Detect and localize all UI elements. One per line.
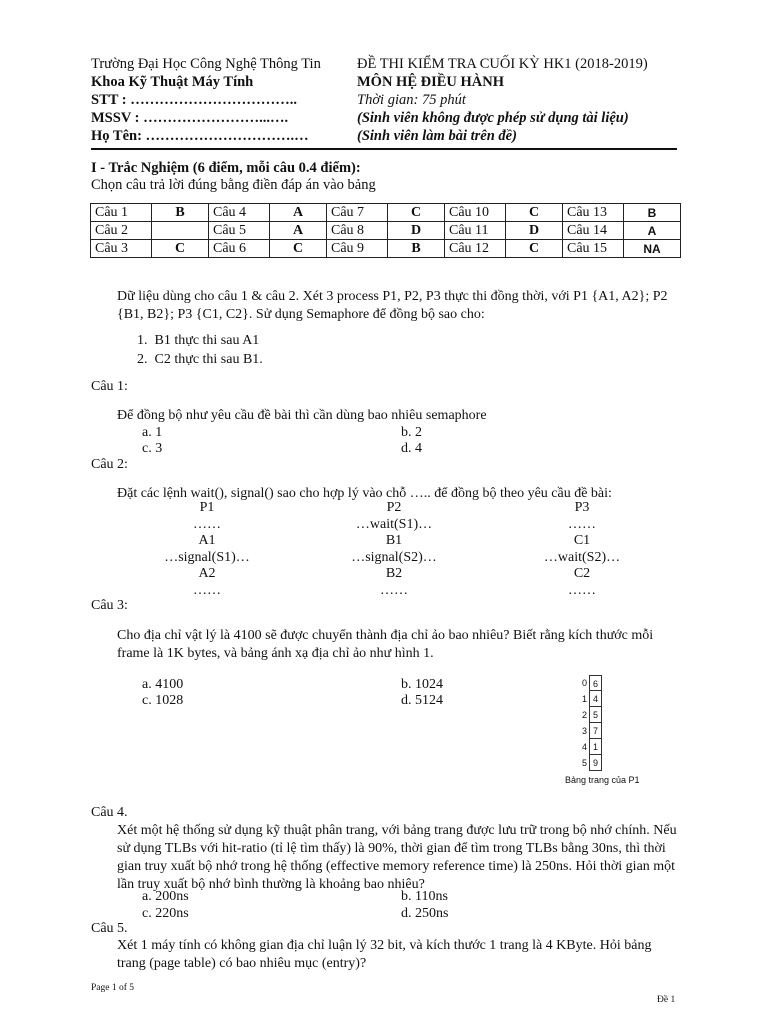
- school-name: Trường Đại Học Công Nghệ Thông Tin: [91, 56, 321, 72]
- intro-item-1-text: B1 thực thi sau A1: [154, 333, 260, 348]
- answer-cell: C: [506, 204, 563, 222]
- question-3-text: Cho địa chỉ vật lý là 4100 sẽ được chuyển thành địa chỉ ảo bao nhiêu? Biết rằng kích thước mỗi frame là 1K bytes, và bảng ánh xạ địa chỉ ảo như hình 1.: [117, 628, 654, 661]
- process-p3-column: [507, 500, 657, 599]
- question-3-option-c: c. 1028: [142, 693, 184, 708]
- intro-item-1: 1. B1 thực thi sau A1: [137, 333, 260, 348]
- question-label: Câu 5: [209, 222, 270, 240]
- page-index: 0: [581, 678, 587, 688]
- page-index: 5: [581, 758, 587, 768]
- answer-cell: NA: [624, 240, 681, 258]
- question-label: Câu 2: [91, 222, 152, 240]
- code-line: P2: [386, 500, 402, 515]
- answer-cell: C: [506, 240, 563, 258]
- subject-title: MÔN HỆ ĐIỀU HÀNH: [357, 74, 505, 90]
- table-row: [91, 222, 681, 240]
- page-index: 4: [581, 742, 587, 752]
- code-line: B1: [385, 533, 403, 548]
- exam-note-2: (Sinh viên làm bài trên đề): [357, 128, 517, 144]
- answer-cell: B: [152, 204, 209, 222]
- code-line: P3: [574, 500, 590, 515]
- intro-text: Dữ liệu dùng cho câu 1 & câu 2. Xét 3 process P1, P2, P3 thực thi đồng thời, với P1 {A1, A2}; P2 {B1, B2}; P3 {C1, C2}. Sử dụng Semaphore để đồng bộ sao cho:: [117, 289, 668, 322]
- question-3-option-d: d. 5124: [401, 693, 443, 708]
- answer-cell: B: [624, 204, 681, 222]
- question-label: Câu 4: [209, 204, 270, 222]
- answer-cell: C: [152, 240, 209, 258]
- question-label: Câu 1: [91, 204, 152, 222]
- question-label: Câu 14: [563, 222, 624, 240]
- question-4-option-a: a. 200ns: [142, 889, 189, 904]
- page-index: 3: [581, 726, 587, 736]
- code-line: P1: [199, 500, 215, 515]
- process-p2-column: [319, 500, 469, 599]
- question-label: Câu 8: [327, 222, 388, 240]
- question-label: Câu 9: [327, 240, 388, 258]
- question-2-label: Câu 2:: [91, 457, 128, 472]
- section-instruction: Chọn câu trả lời đúng bằng điền đáp án vào bảng: [91, 177, 376, 193]
- code-line: ……: [193, 582, 221, 598]
- exam-note-1: (Sinh viên không được phép sử dụng tài liệu): [357, 110, 629, 126]
- mssv-field: MSSV : ……………………...….: [91, 110, 289, 126]
- code-line: B2: [385, 566, 403, 581]
- code-line: ……: [193, 516, 221, 532]
- frame-cell: 4: [589, 691, 602, 707]
- answer-cell: C: [388, 204, 445, 222]
- question-4-label: Câu 4.: [91, 805, 128, 820]
- answer-cell: [152, 222, 209, 240]
- exam-title: ĐỀ THI KIỂM TRA CUỐI KỲ HK1 (2018-2019): [357, 56, 648, 72]
- code-line: C1: [573, 533, 591, 548]
- stt-field: STT : ……………………………..: [91, 92, 297, 108]
- frame-cell: 1: [589, 739, 602, 755]
- question-3-label: Câu 3:: [91, 598, 128, 613]
- question-5-label: Câu 5.: [91, 921, 128, 936]
- process-p1-column: [132, 500, 282, 599]
- page-number: Page 1 of 5: [91, 983, 135, 993]
- code-line: A2: [198, 566, 216, 581]
- answer-cell: B: [388, 240, 445, 258]
- frame-cell: 9: [589, 755, 602, 771]
- code-line: A1: [198, 533, 216, 548]
- question-3-option-b: b. 1024: [401, 677, 443, 692]
- frame-cell: 5: [589, 707, 602, 723]
- question-label: Câu 6: [209, 240, 270, 258]
- code-line: …signal(S2)…: [351, 549, 437, 565]
- answer-cell: A: [270, 204, 327, 222]
- question-3-option-a: a. 4100: [142, 677, 184, 692]
- header-divider: [91, 148, 677, 150]
- page-table-caption: Bảng trang của P1: [565, 775, 640, 785]
- answer-cell: D: [506, 222, 563, 240]
- table-row: [91, 240, 681, 258]
- faculty-name: Khoa Kỹ Thuật Máy Tính: [91, 74, 254, 90]
- exam-code: Đề 1: [657, 995, 676, 1005]
- code-line: ……: [380, 582, 408, 598]
- question-label: Câu 11: [445, 222, 506, 240]
- question-1-option-b: b. 2: [401, 425, 422, 440]
- question-1-option-c: c. 3: [142, 441, 163, 456]
- code-line: ……: [568, 582, 596, 598]
- question-label: Câu 3: [91, 240, 152, 258]
- question-4-option-b: b. 110ns: [401, 889, 448, 904]
- code-line: …wait(S1)…: [355, 516, 433, 532]
- name-field: Họ Tên: ………………………….…: [91, 128, 309, 144]
- code-line: ……: [568, 516, 596, 532]
- question-2-text: Đặt các lệnh wait(), signal() sao cho hợp lý vào chỗ ….. để đồng bộ theo yêu cầu đề bài:: [117, 486, 612, 501]
- question-1-text: Để đồng bộ như yêu cầu đề bài thì cần dùng bao nhiêu semaphore: [117, 408, 487, 423]
- question-4-option-c: c. 220ns: [142, 906, 189, 921]
- table-row: [91, 204, 681, 222]
- answer-cell: C: [270, 240, 327, 258]
- question-label: Câu 10: [445, 204, 506, 222]
- question-1-option-a: a. 1: [142, 425, 163, 440]
- page-index: 1: [581, 694, 587, 704]
- section-title: I - Trắc Nghiệm (6 điểm, mỗi câu 0.4 điểm):: [91, 160, 361, 176]
- code-line: …wait(S2)…: [543, 549, 621, 565]
- frame-cell: 7: [589, 723, 602, 739]
- code-line: …signal(S1)…: [164, 549, 250, 565]
- question-5-text: Xét 1 máy tính có không gian địa chỉ luận lý 32 bit, và kích thước 1 trang là 4 KByte. Hỏi bảng trang (page table) có bao nhiêu mục (entry)?: [117, 938, 652, 971]
- intro-item-2-text: C2 thực thi sau B1.: [154, 352, 263, 367]
- exam-time: Thời gian: 75 phút: [357, 92, 466, 108]
- question-1-option-d: d. 4: [401, 441, 422, 456]
- question-label: Câu 12: [445, 240, 506, 258]
- question-4-text: Xét một hệ thống sử dụng kỹ thuật phân trang, với bảng trang được lưu trữ trong bộ nhớ chính. Nếu sử dụng TLBs với hit-ratio (tỉ lệ tìm thấy) là 90%, thời gian để tìm trong TLBs bằng 30ns, thì thời gian truy xuất bộ nhớ trong hệ thống (effective memory reference time) là 250ns. Hỏi thời gian một lần truy xuất bộ nhớ bình thường là khoảng bao nhiêu?: [117, 823, 677, 892]
- page-index: 2: [581, 710, 587, 720]
- intro-item-2: 2. C2 thực thi sau B1.: [137, 352, 263, 367]
- question-4-option-d: d. 250ns: [401, 906, 449, 921]
- question-label: Câu 15: [563, 240, 624, 258]
- answer-cell: D: [388, 222, 445, 240]
- answer-cell: A: [270, 222, 327, 240]
- question-label: Câu 13: [563, 204, 624, 222]
- frame-cell: 6: [589, 675, 602, 691]
- answer-table: [90, 203, 681, 258]
- code-line: C2: [573, 566, 591, 581]
- question-1-label: Câu 1:: [91, 379, 128, 394]
- answer-cell: A: [624, 222, 681, 240]
- question-label: Câu 7: [327, 204, 388, 222]
